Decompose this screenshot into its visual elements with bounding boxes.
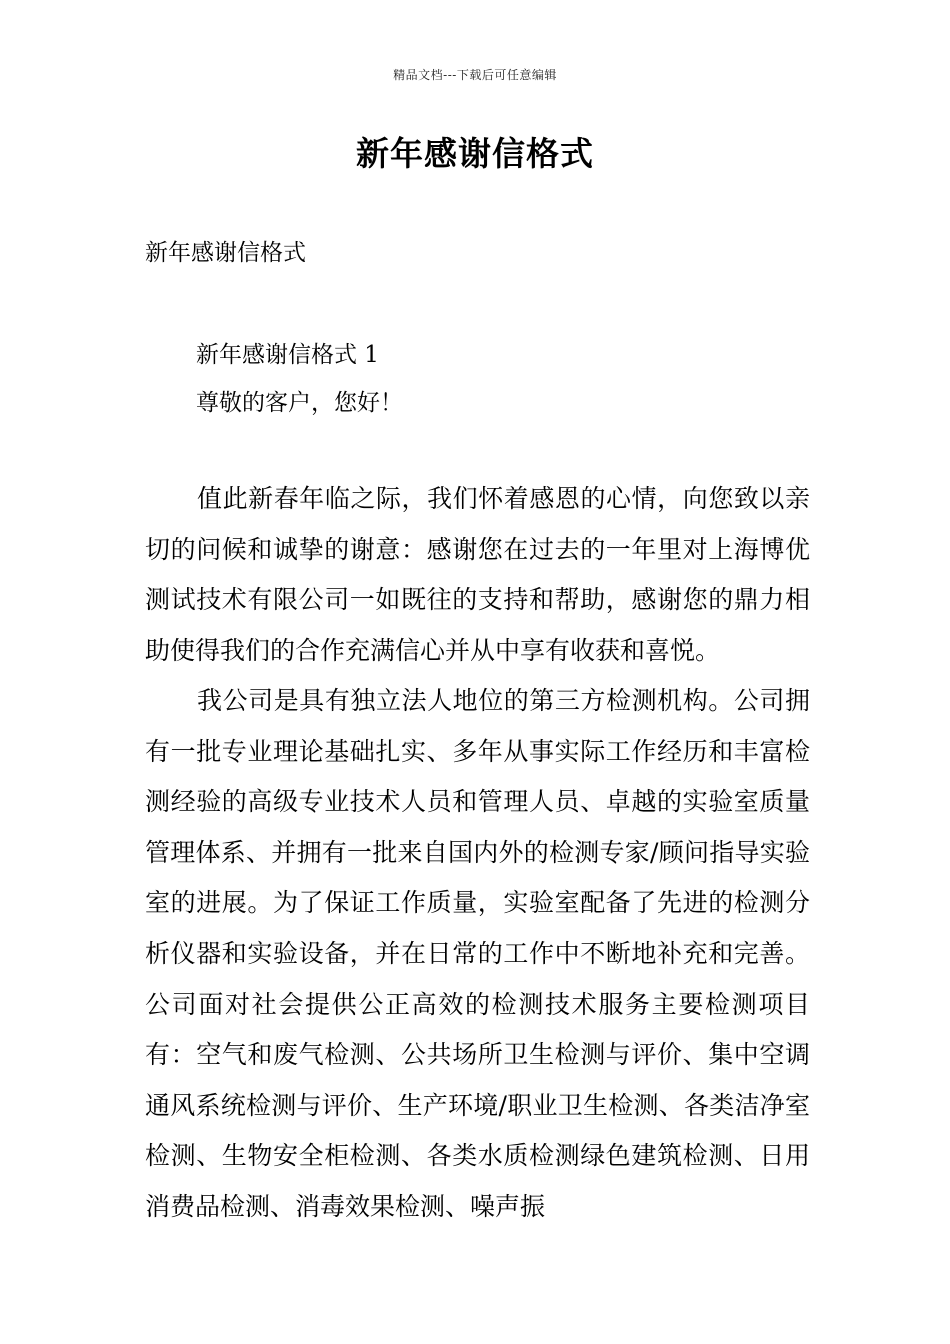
salutation: 尊敬的客户，您好！	[196, 390, 403, 416]
document-subtitle: 新年感谢信格式	[145, 240, 306, 266]
section-heading: 新年感谢信格式 1	[196, 342, 379, 368]
body-paragraph-2: 我公司是具有独立法人地位的第三方检测机构。公司拥有一批专业理论基础扎实、多年从事实际工作经历和丰富检测经验的高级专业技术人员和管理人员、卓越的实验室质量管理体系、并拥有一批来自国内外的检测专家/顾问指导实验室的进展。为了保证工作质量，实验室配备了先进的检测分析仪器和实验设备，并在日常的工作中不断地补充和完善。公司面对社会提供公正高效的检测技术服务主要检测项目有：空气和废气检测、公共场所卫生检测与评价、集中空调通风系统检测与评价、生产环境/职业卫生检测、各类洁净室检测、生物安全柜检测、各类水质检测绿色建筑检测、日用消费品检测、消毒效果检测、噪声振	[145, 686, 810, 1221]
header-note: 精品文档---下载后可任意编辑	[393, 68, 557, 82]
document-title: 新年感谢信格式	[356, 134, 594, 173]
body-paragraph-1: 值此新春年临之际，我们怀着感恩的心情，向您致以亲切的问候和诚挚的谢意：感谢您在过去的一年里对上海博优测试技术有限公司一如既往的支持和帮助，感谢您的鼎力相助使得我们的合作充满信心并从中享有收获和喜悦。	[145, 484, 810, 665]
